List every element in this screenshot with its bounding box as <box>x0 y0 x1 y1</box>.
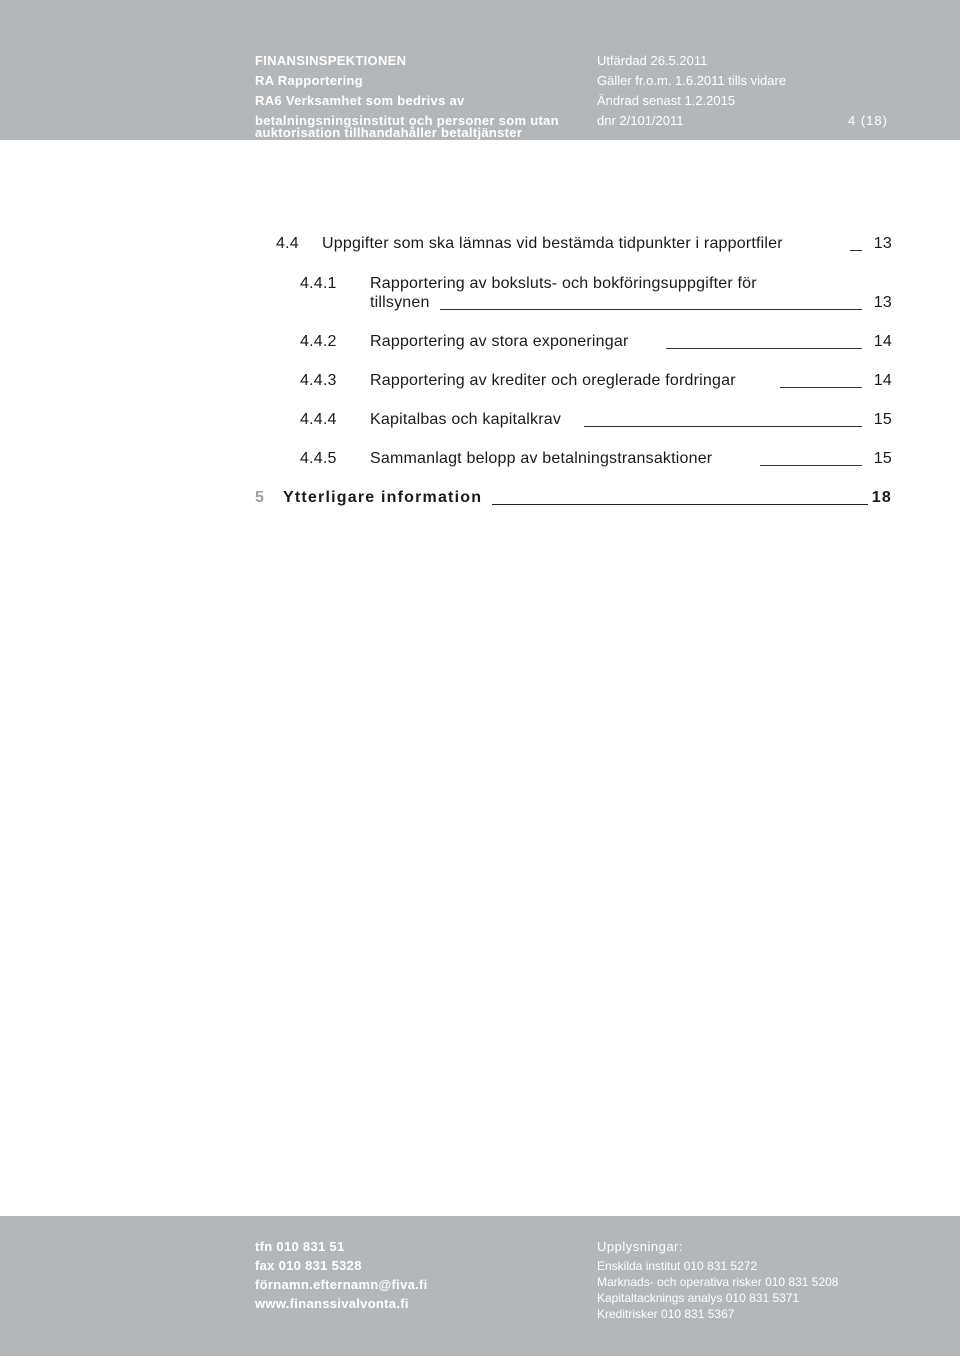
toc-leader <box>850 250 862 251</box>
footer-info-label: Upplysningar: <box>597 1239 683 1254</box>
footer-contact-1: Enskilda institut 010 831 5272 <box>597 1259 758 1273</box>
document-name: RA Rapportering <box>255 73 364 88</box>
document-subtitle-line-3: auktorisation tillhandahåller betaltjänster <box>255 125 523 140</box>
toc-page: 13 <box>873 235 892 252</box>
footer-contact-2: Marknads- och operativa risker 010 831 5208 <box>597 1275 839 1289</box>
toc-leader <box>440 309 862 310</box>
toc-page: 14 <box>873 333 892 350</box>
toc-title: Rapportering av stora exponeringar <box>370 333 629 350</box>
toc-leader <box>760 465 862 466</box>
page-number: 4 (18) <box>848 113 888 128</box>
toc-page: 13 <box>873 294 892 311</box>
toc-leader <box>584 426 862 427</box>
footer-phone: tfn 010 831 51 <box>255 1239 345 1254</box>
toc-leader <box>780 387 862 388</box>
toc-title-line-2: tillsynen <box>370 294 430 311</box>
footer-contact-4: Kreditrisker 010 831 5367 <box>597 1307 735 1321</box>
toc-page: 15 <box>873 450 892 467</box>
footer-contact-3: Kapitaltacknings analys 010 831 5371 <box>597 1291 800 1305</box>
toc-title-line-1: Rapportering av boksluts- och bokföringsuppgifter för <box>370 275 757 292</box>
toc-leader <box>492 504 868 505</box>
footer-fax: fax 010 831 5328 <box>255 1258 362 1273</box>
footer-email[interactable]: förnamn.efternamn@fiva.fi <box>255 1277 428 1292</box>
toc-number: 5 <box>255 489 266 506</box>
toc-page: 15 <box>873 411 892 428</box>
toc-number: 4.4.5 <box>300 450 337 467</box>
issued-date: Utfärdad 26.5.2011 <box>597 53 708 68</box>
amended-date: Ändrad senast 1.2.2015 <box>597 93 736 108</box>
diary-number: dnr 2/101/2011 <box>597 113 684 128</box>
document-subtitle-line-1: RA6 Verksamhet som bedrivs av <box>255 93 465 108</box>
toc-number: 4.4.3 <box>300 372 337 389</box>
toc-number: 4.4 <box>276 235 299 252</box>
toc-number: 4.4.1 <box>300 275 337 292</box>
toc-page: 18 <box>871 489 892 506</box>
toc-title: Sammanlagt belopp av betalningstransaktioner <box>370 450 713 467</box>
toc-title: Rapportering av krediter och oreglerade fordringar <box>370 372 736 389</box>
document-subtitle-line-2: betalningsningsinstitut och personer som utan <box>255 113 559 128</box>
valid-from: Gäller fr.o.m. 1.6.2011 tills vidare <box>597 73 787 88</box>
toc-page: 14 <box>873 372 892 389</box>
toc-title: Ytterligare information <box>283 489 483 506</box>
toc-title: Uppgifter som ska lämnas vid bestämda tidpunkter i rapportfiler <box>322 235 783 252</box>
org-name: FINANSINSPEKTIONEN <box>255 53 407 68</box>
toc-leader <box>666 348 862 349</box>
footer-website[interactable]: www.finanssivalvonta.fi <box>255 1296 409 1311</box>
toc-title: Kapitalbas och kapitalkrav <box>370 411 562 428</box>
toc-number: 4.4.4 <box>300 411 337 428</box>
toc-number: 4.4.2 <box>300 333 337 350</box>
